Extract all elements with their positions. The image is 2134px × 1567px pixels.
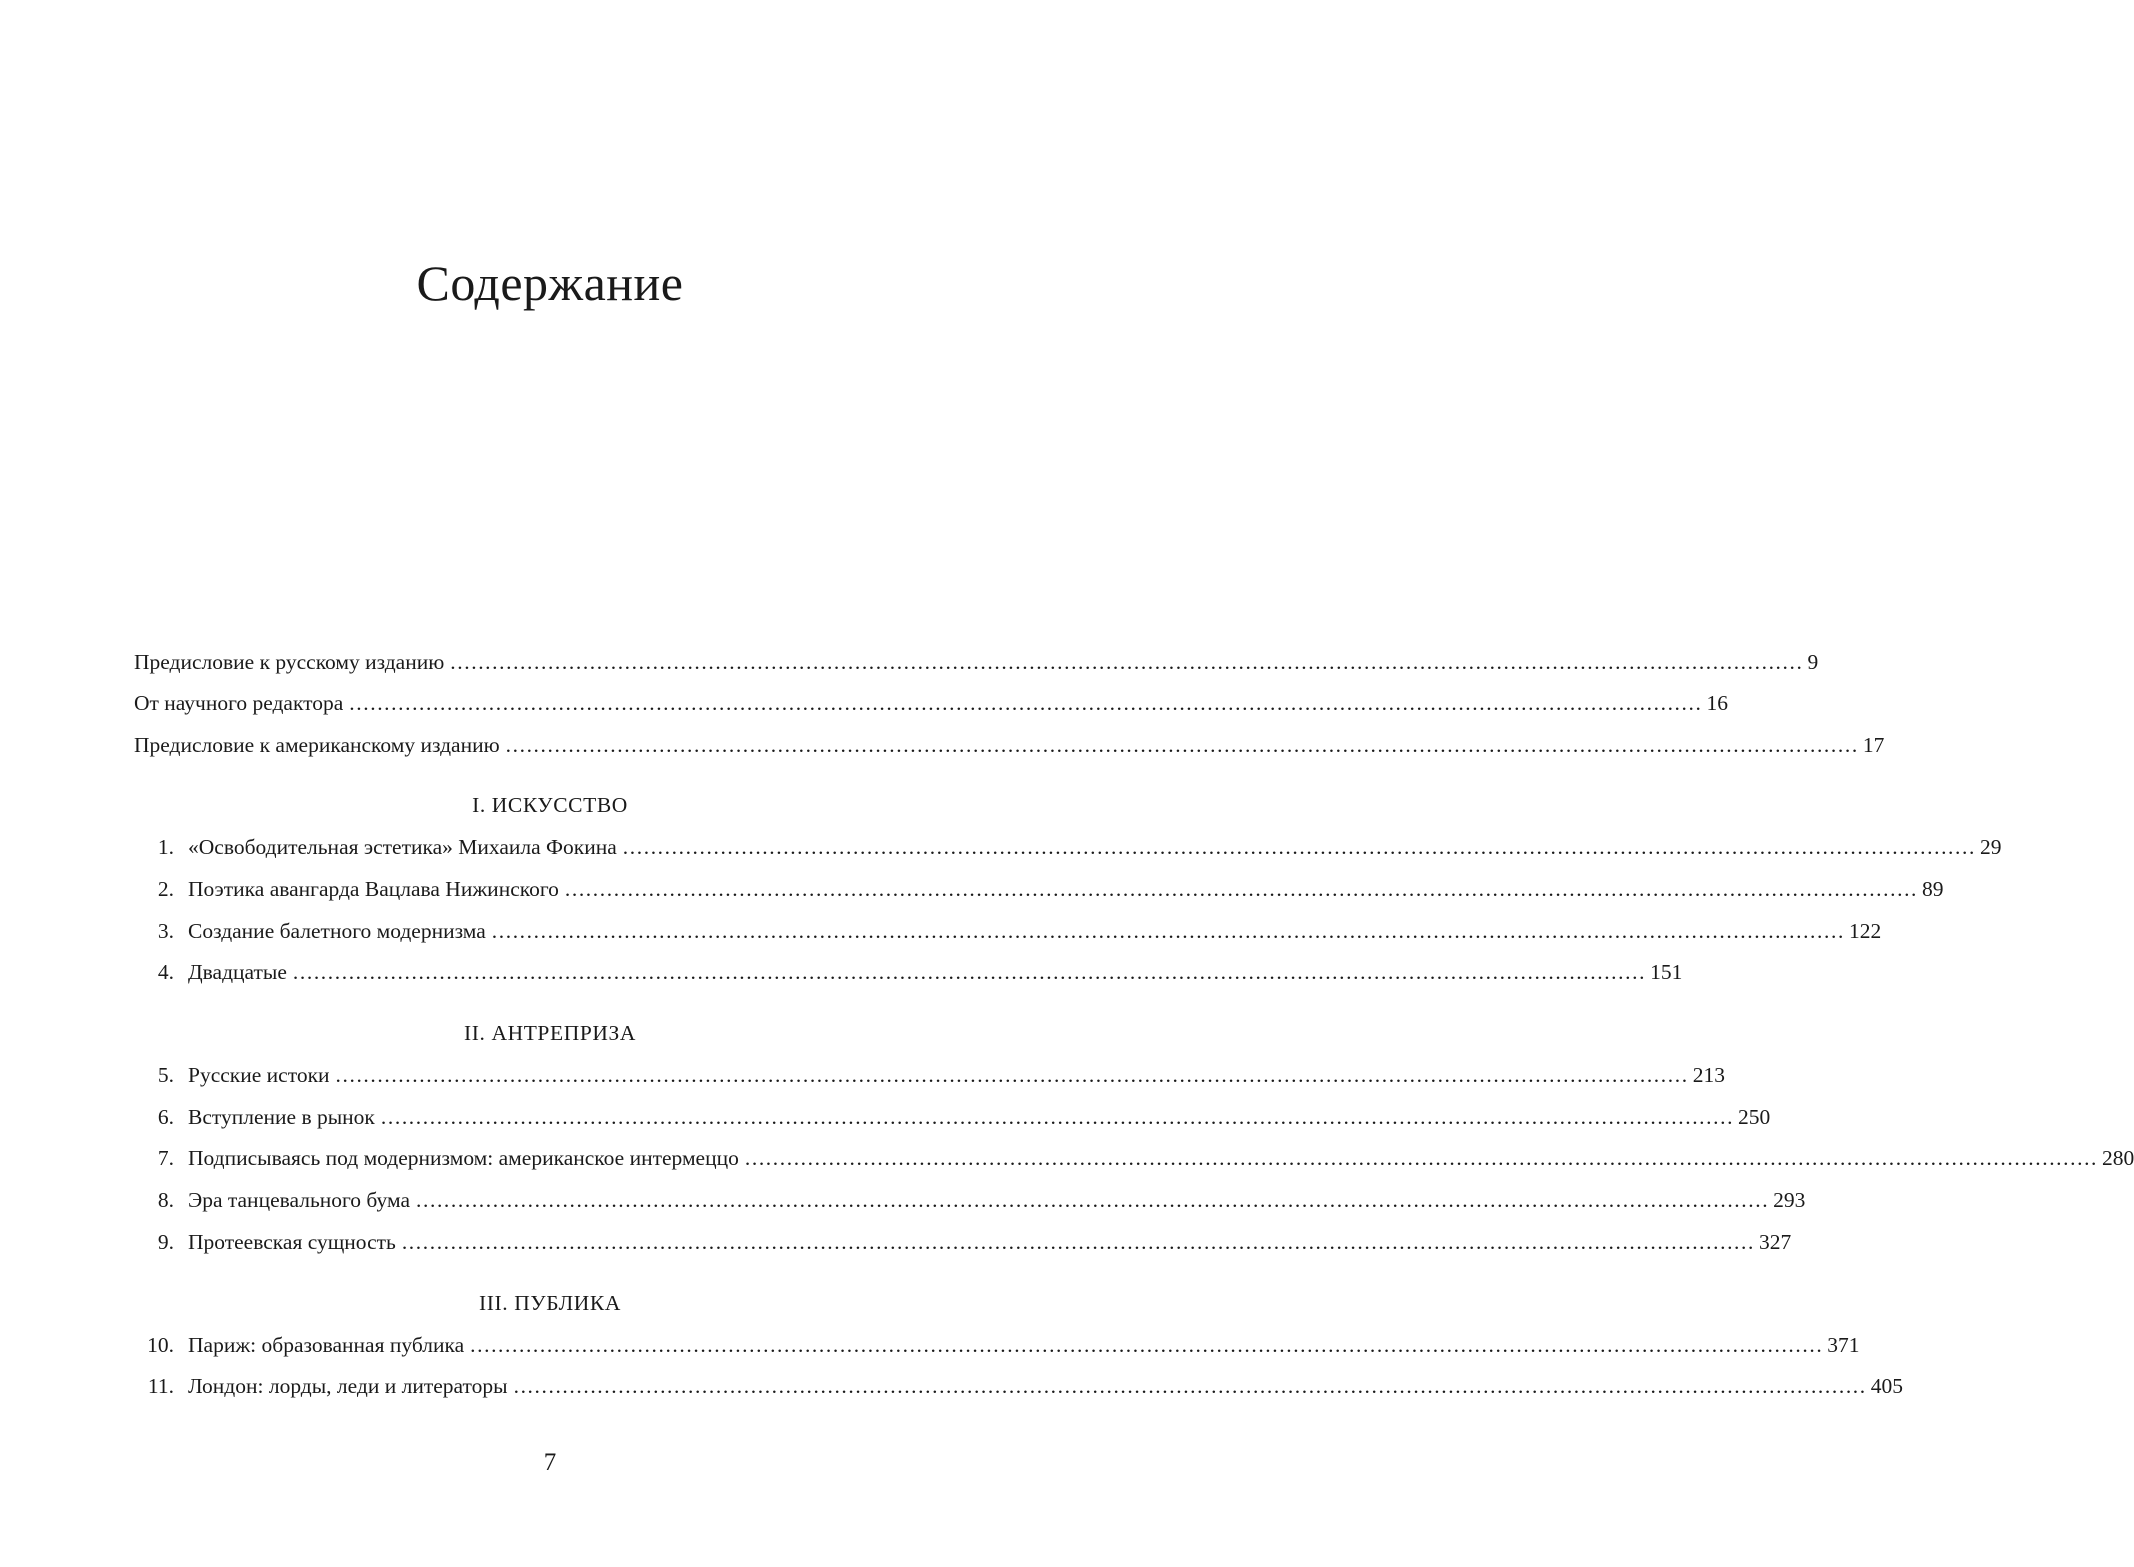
toc-entry[interactable] (134, 1227, 1792, 1257)
leader-dots: .................................................................................................................................................................................................. (292, 960, 1647, 984)
chapter-number: 10. (147, 1333, 174, 1357)
page-title: Содержание (416, 255, 684, 311)
toc-entry[interactable] (134, 688, 1728, 718)
page-number: 405 (1870, 1374, 1903, 1398)
toc-entry[interactable] (134, 874, 1944, 904)
leader-dots: .................................................................................................................................................................................................. (401, 1230, 1755, 1254)
leader-dots: .................................................................................................................................................................................................. (744, 1146, 2099, 1170)
page-number: 29 (1979, 835, 2002, 859)
entry-title: Русские истоки (188, 1063, 330, 1087)
entry-title: «Освободительная эстетика» Михаила Фокина (188, 835, 617, 859)
page-number: 280 (2102, 1146, 2134, 1170)
entry-title: Лондон: лорды, леди и литераторы (188, 1374, 508, 1398)
leader-dots: .................................................................................................................................................................................................. (416, 1188, 1770, 1212)
leader-dots: .................................................................................................................................................................................................. (470, 1333, 1824, 1357)
toc-entry[interactable] (134, 832, 2002, 862)
toc-entry[interactable] (134, 647, 1819, 677)
entry-title: Создание балетного модернизма (188, 919, 486, 943)
chapter-number: 7. (157, 1146, 174, 1170)
entry-title: Эра танцевального бума (188, 1188, 411, 1212)
chapter-number: 4. (157, 960, 174, 984)
leader-dots: .................................................................................................................................................................................................. (513, 1374, 1867, 1398)
page-number: 250 (1738, 1105, 1771, 1129)
toc-entry[interactable] (134, 1143, 2134, 1173)
entry-title: Подписываясь под модернизмом: американское интермеццо (188, 1146, 739, 1170)
chapter-number: 5. (157, 1063, 174, 1087)
toc-entry[interactable] (134, 957, 1683, 987)
entry-title: Протеевская сущность (188, 1230, 396, 1254)
leader-dots: .................................................................................................................................................................................................. (622, 835, 1976, 859)
chapter-number: 6. (157, 1105, 174, 1129)
leader-dots: .................................................................................................................................................................................................. (564, 877, 1919, 901)
leader-dots: .................................................................................................................................................................................................. (380, 1105, 1735, 1129)
page-number: 327 (1758, 1230, 1792, 1254)
leader-dots: .................................................................................................................................................................................................. (335, 1063, 1689, 1087)
page-number: 371 (1827, 1333, 1860, 1357)
entry-title: Вступление в рынок (188, 1105, 375, 1129)
toc-entry[interactable] (134, 916, 1882, 946)
page-number: 16 (1706, 691, 1728, 715)
entry-title: Двадцатые (188, 960, 287, 984)
chapter-number: 8. (157, 1188, 174, 1212)
leader-dots: .................................................................................................................................................................................................. (450, 650, 1804, 674)
toc-entry[interactable] (134, 1185, 1806, 1215)
page-number: 293 (1773, 1188, 1806, 1212)
toc-entry[interactable] (134, 1330, 1860, 1360)
page-number: 89 (1922, 877, 1944, 901)
chapter-number: 3. (157, 919, 174, 943)
leader-dots: .................................................................................................................................................................................................. (349, 691, 1703, 715)
chapter-number: 9. (157, 1230, 174, 1254)
page-number: 213 (1692, 1063, 1725, 1087)
page-number: 17 (1862, 733, 1885, 757)
entry-title: От научного редактора (134, 691, 344, 715)
chapter-number: 2. (157, 877, 174, 901)
entry-title: Поэтика авангарда Вацлава Нижинского (188, 877, 559, 901)
chapter-number: 11. (147, 1374, 174, 1398)
toc-entry[interactable] (134, 1060, 1725, 1090)
entry-title: Предисловие к русскому изданию (134, 650, 445, 674)
page-number: 122 (1848, 919, 1882, 943)
page-number: 151 (1650, 960, 1683, 984)
toc-entry[interactable] (134, 1102, 1771, 1132)
page-folio: 7 (543, 1449, 557, 1476)
toc-entry[interactable] (134, 730, 1885, 760)
toc-entry[interactable] (134, 1371, 1903, 1401)
page-number: 9 (1807, 650, 1819, 674)
entry-title: Париж: образованная публика (188, 1333, 465, 1357)
section-heading: II. АНТРЕПРИЗА (463, 1021, 637, 1045)
chapter-number: 1. (157, 835, 174, 859)
section-heading: III. ПУБЛИКА (479, 1291, 621, 1315)
leader-dots: .................................................................................................................................................................................................. (491, 919, 1845, 943)
section-heading: I. ИСКУССТВО (472, 793, 628, 817)
leader-dots: .................................................................................................................................................................................................. (505, 733, 1859, 757)
entry-title: Предисловие к американскому изданию (134, 733, 500, 757)
